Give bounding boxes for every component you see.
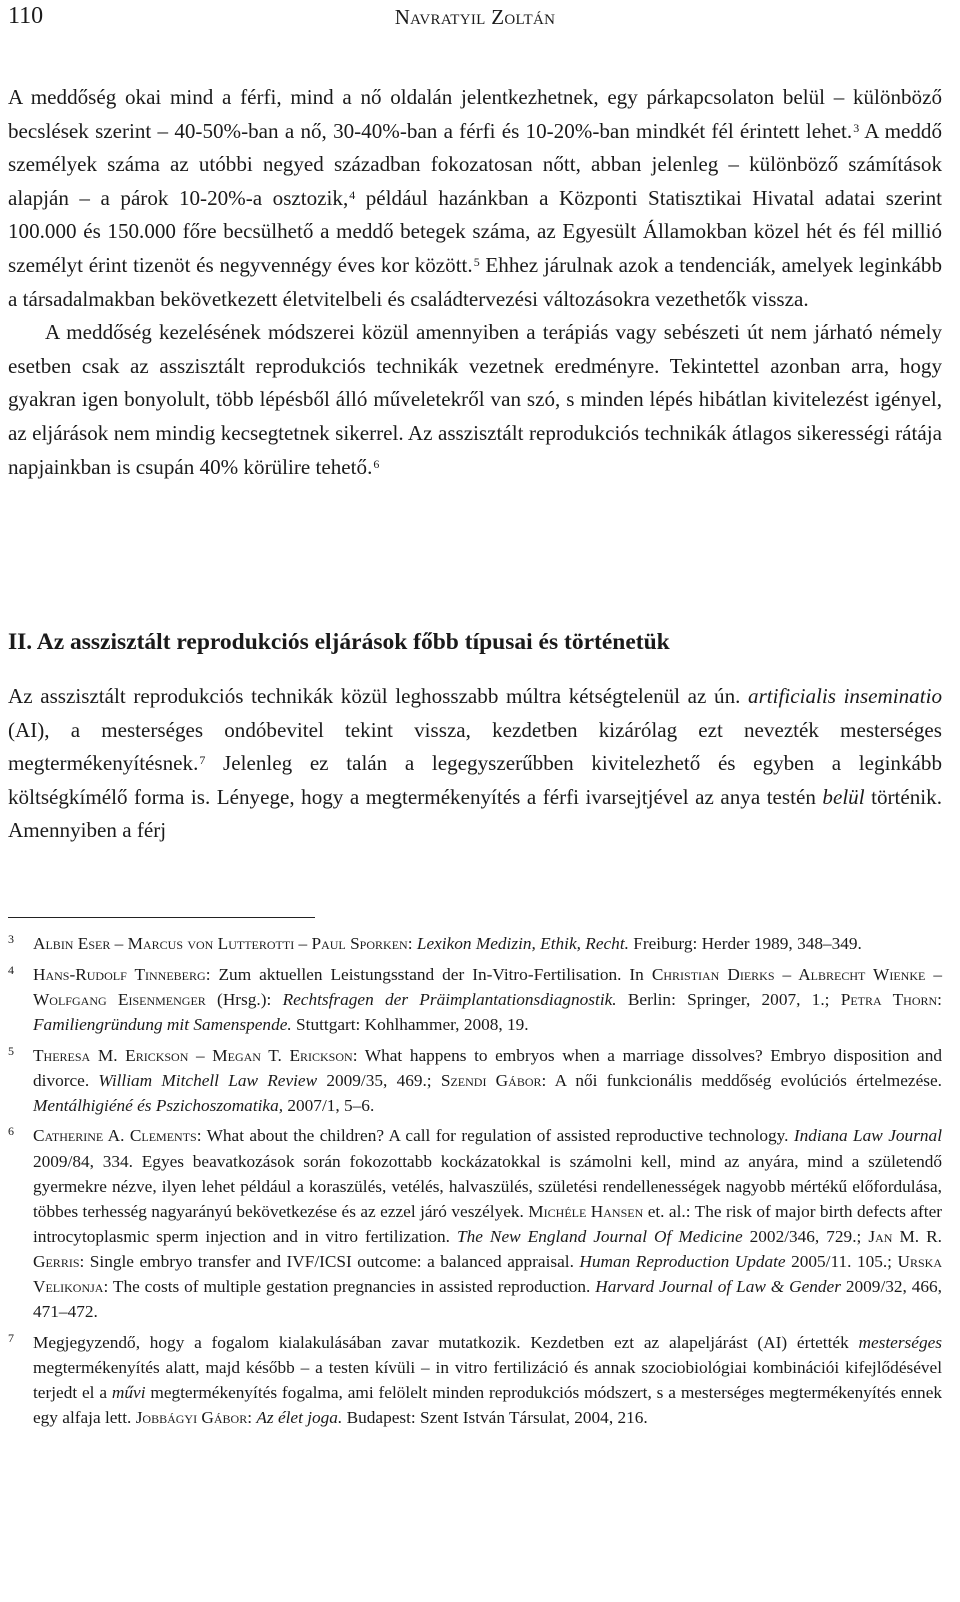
paragraph-text: A meddő személyek száma az utóbbi negyed században fokozatosan nőtt, abban jelenleg – különböző számítások alapján – a párok 10-20%-a osztozik, bbox=[8, 118, 942, 210]
paragraph-text: (AI), a mesterséges ondóbevitel tekint vissza, kezdetben kizárólag ezt nevezték mesterséges megtermékenyítésnek. bbox=[8, 717, 942, 776]
footnote-text: : bbox=[247, 1408, 257, 1428]
footnote-text: : A női funkcionális meddőség evolúciós értelmezése. bbox=[541, 1070, 942, 1090]
footnote-ref-5[interactable]: 5 bbox=[473, 254, 480, 269]
citation-title: Harvard Journal of Law & Gender bbox=[595, 1277, 841, 1296]
author-names: Hans-Rudolf Tinneberg bbox=[33, 964, 206, 984]
footnote-number: 3 bbox=[8, 932, 14, 946]
footnote-text: megtermékenyítés fogalma, ami felölelt minden reprodukciós módszert, s a mesterséges megtermékenyítés ennek egy alfaja lett. bbox=[33, 1382, 942, 1428]
footnote-number: 5 bbox=[8, 1043, 14, 1058]
footnote-text: megtermékenyítés alatt, majd később – a testen kívüli – in vitro fertilizáció és annak szociobiológiai kombinációi kifejlődésével terjedt el a bbox=[33, 1357, 942, 1402]
author-names: Catherine A. Clements bbox=[33, 1126, 197, 1146]
citation-title: Indiana Law Journal bbox=[793, 1126, 942, 1146]
author-names: Urska Velikonja bbox=[33, 1251, 942, 1296]
footnote-text: Stuttgart: Kohlhammer, 2008, 19. bbox=[291, 1014, 529, 1034]
citation-title: Familiengründung mit Samenspende. bbox=[33, 1014, 292, 1034]
running-author bbox=[8, 4, 942, 30]
author-names: Theresa M. Erickson – Megan T. Erickson bbox=[33, 1045, 353, 1065]
footnote-text: : What happens to embryos when a marriage dissolves? Embryo disposition and divorce. bbox=[33, 1045, 942, 1090]
footnote-text: (Hrsg.): bbox=[205, 989, 283, 1009]
author-names: Christian Dierks – Albrecht Wienke – Wolfgang Eisenmenger bbox=[33, 964, 942, 1009]
citation-title: The New England Journal Of Medicine bbox=[456, 1226, 743, 1246]
paragraph-text: Jelenleg ez talán a legegyszerűbben kivitelezhető és egyben a leginkább költségkímélő forma is. Lényege, hogy a megtermékenyítés a férfi ivarsejtjével az anya testén bbox=[8, 751, 942, 809]
footnote-text: 2009/32, 466, 471–472. bbox=[33, 1277, 943, 1322]
running-author-text: Navratyil Zoltán bbox=[394, 5, 556, 29]
footnote-number: 7 bbox=[8, 1330, 14, 1345]
footnote-text: : bbox=[937, 989, 942, 1009]
section-heading: II. Az asszisztált reprodukciós eljárások főbb típusai és történetük bbox=[8, 629, 670, 655]
paragraph-text: A meddőség okai mind a férfi, mind a nő oldalán jelentkezhetnek, egy párkapcsolaton belül – különböző becslések szerint – 40-50%-ban a nő, 30-40%-ban a férfi és 10-20%-ban mindkét fél érintett lehet. bbox=[8, 85, 942, 143]
footnotes bbox=[8, 931, 942, 1436]
citation-title: Mentálhigiéné és Pszichoszomatika, bbox=[33, 1095, 284, 1115]
section-1-body bbox=[8, 81, 942, 484]
author-names: Michéle Hansen bbox=[528, 1201, 644, 1221]
footnote-ref-7[interactable]: 7 bbox=[199, 753, 206, 768]
book-page bbox=[8, 0, 942, 1602]
footnote-4 bbox=[8, 962, 942, 1037]
footnote-number: 4 bbox=[8, 962, 14, 977]
italic-term: mesterséges bbox=[858, 1332, 942, 1352]
page-number: 110 bbox=[8, 3, 44, 29]
footnote-text: 2009/35, 469.; bbox=[317, 1070, 441, 1090]
paragraph-1 bbox=[8, 81, 942, 316]
author-names: Petra Thorn bbox=[840, 989, 938, 1009]
author-names: Szendi Gábor bbox=[440, 1070, 542, 1090]
footnote-text: 2007/1, 5–6. bbox=[283, 1095, 375, 1115]
footnote-3 bbox=[8, 931, 942, 956]
paragraph-text: A meddőség kezelésének módszerei közül amennyiben a terápiás vagy sebészeti út nem járható némely esetben csak az asszisztált reprodukciós technikák vezetnek eredményre. Tekintettel azonban arra, hogy gyakran igen bonyolult, több lépésből álló műveletekről van szó, s minden lépés hibátlan kivitelezést igényel, az eljárások nem mindig kecsegtetnek sikerrel. Az asszisztált reprodukciós technikák átlagos sikerességi rátája napjainkban is csupán 40% körülire tehető. bbox=[8, 320, 942, 479]
italic-term: művi bbox=[111, 1382, 146, 1402]
footnote-text: : Zum aktuellen Leistungsstand der In-Vitro-Fertilisation. In bbox=[205, 964, 652, 984]
footnote-text: Budapest: Szent István Társulat, 2004, 216. bbox=[342, 1408, 648, 1428]
citation-title: Rechtsfragen der Präimplantationsdiagnostik. bbox=[282, 989, 617, 1009]
italic-term: artificialis inseminatio bbox=[748, 684, 943, 708]
footnote-text: : The costs of multiple gestation pregnancies in assisted reproduction. bbox=[103, 1277, 596, 1296]
footnote-text: : What about the children? A call for regulation of assisted reproductive technology. bbox=[196, 1126, 794, 1146]
citation-title: Lexikon Medizin, Ethik, Recht. bbox=[416, 934, 629, 953]
citation-title: William Mitchell Law Review bbox=[98, 1070, 318, 1090]
footnote-text: et. al.: The risk of major birth defects after introcytoplasmic sperm injection and in vitro fertilization. bbox=[33, 1201, 943, 1246]
footnote-separator bbox=[8, 917, 315, 918]
paragraph-text: történik. Amennyiben a férj bbox=[8, 784, 942, 843]
paragraph-3 bbox=[8, 680, 942, 848]
footnote-7 bbox=[8, 1330, 942, 1430]
footnote-text: Freiburg: Herder 1989, 348–349. bbox=[628, 934, 862, 953]
author-names: Albin Eser – Marcus von Lutterotti – Paul Sporken bbox=[33, 934, 408, 953]
footnote-ref-6[interactable]: 6 bbox=[373, 456, 380, 471]
footnote-text: : Single embryo transfer and IVF/ICSI outcome: a balanced appraisal. bbox=[79, 1251, 580, 1271]
footnote-ref-3[interactable]: 3 bbox=[853, 120, 860, 135]
footnote-text: : bbox=[407, 934, 417, 953]
author-names: Jobbágyi Gábor bbox=[135, 1408, 248, 1428]
paragraph-text: Az asszisztált reprodukciós technikák közül leghosszabb múltra kétségtelenül az ún. bbox=[8, 684, 749, 708]
footnote-text: 2009/84, 334. Egyes beavatkozások során fokozottabb kockázatokkal is számolni kell, mind az anyára, mind a születendő gyermekre nézve, ilyen lehet például a koraszülés, vetélés, halvaszülés, születési rendellenességek nagyobb mértékű előfordulása, többes terhesség nagyarányú bekövetkezése és az ezzel járó veszélyek. bbox=[33, 1151, 942, 1221]
footnote-6 bbox=[8, 1123, 942, 1324]
footnote-ref-4[interactable]: 4 bbox=[349, 187, 356, 202]
paragraph-2 bbox=[8, 316, 942, 484]
author-names: Jan M. R. Gerris bbox=[33, 1226, 942, 1271]
footnote-text: 2005/11. 105.; bbox=[785, 1251, 898, 1271]
italic-term: belül bbox=[822, 784, 865, 809]
footnote-text: Berlin: Springer, 2007, 1.; bbox=[616, 989, 841, 1009]
footnote-text: 2002/346, 729.; bbox=[742, 1226, 869, 1246]
running-head bbox=[8, 2, 942, 32]
citation-title: Az élet joga. bbox=[256, 1408, 343, 1428]
footnote-5 bbox=[8, 1043, 942, 1118]
paragraph-text: Ehhez járulnak azok a tendenciák, amelyek leginkább a társadalmakban bekövetkezett életvitelbeli és családtervezési változásokra vezethetők vissza. bbox=[8, 252, 942, 311]
footnote-number: 6 bbox=[8, 1124, 14, 1139]
footnote-text: Megjegyzendő, hogy a fogalom kialakulásában zavar mutatkozik. Kezdetben ezt az alapeljárást (AI) értették bbox=[33, 1332, 859, 1352]
citation-title: Human Reproduction Update bbox=[579, 1251, 786, 1271]
section-2-body bbox=[8, 680, 942, 848]
paragraph-text: például hazánkban a Központi Statisztikai Hivatal adatai szerint 100.000 és 150.000 főre becsülhető a meddő betegek száma, az Egyesült Államokban közel hét és fél millió személyt érint tizenöt és negyvennégy éves kor között. bbox=[8, 185, 942, 277]
